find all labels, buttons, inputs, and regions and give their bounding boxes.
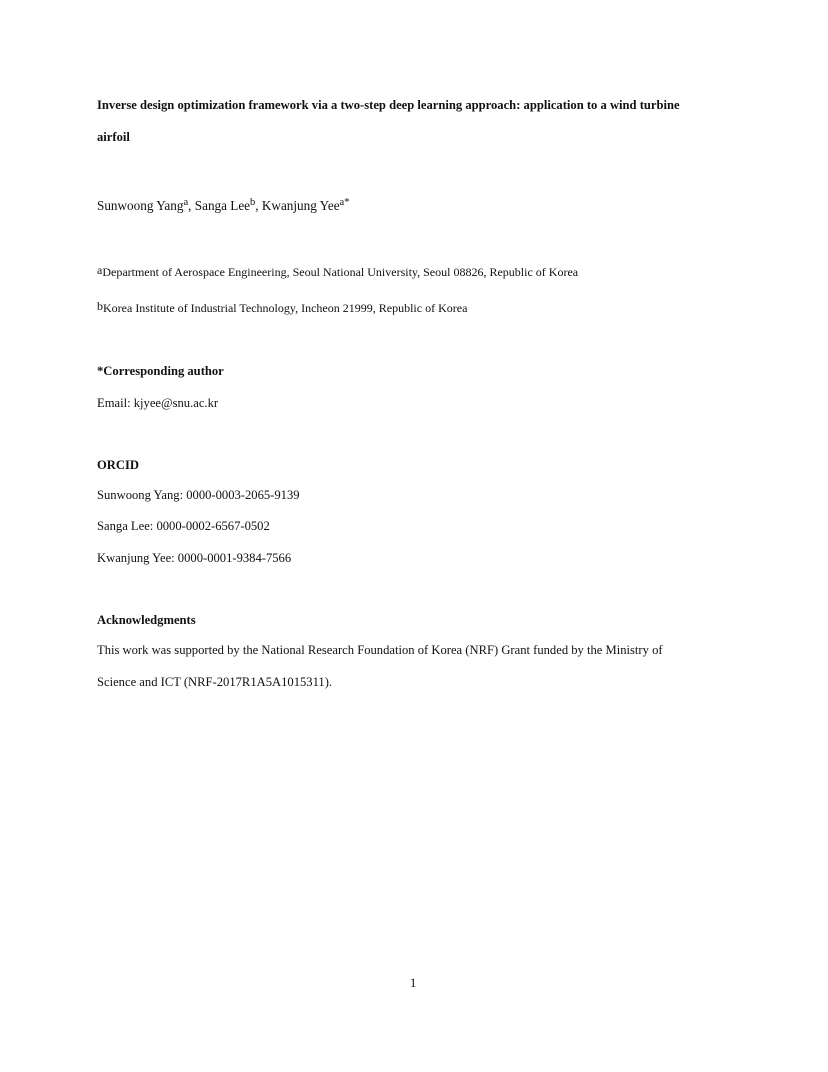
orcid-entry: Kwanjung Yee: 0000-0001-9384-7566 (97, 551, 292, 565)
author-separator: , (188, 198, 195, 213)
acknowledgments-text-line-2: Science and ICT (NRF-2017R1A5A1015311). (97, 675, 333, 689)
affiliation-text: Korea Institute of Industrial Technology, Incheon 21999, Republic of Korea (103, 301, 468, 315)
author-name: Sunwoong Yang (97, 198, 184, 213)
acknowledgments-text-line-1: This work was supported by the National Research Foundation of Korea (NRF) Grant funded by the Ministry of (97, 643, 663, 657)
title-line-1: Inverse design optimization framework via a two-step deep learning approach: application to a wind turbine (97, 98, 680, 112)
affiliation-a (97, 264, 578, 280)
author-affiliation-mark: a* (339, 197, 350, 208)
page-number: 1 (410, 976, 417, 990)
author-list (97, 198, 349, 214)
author-name: Kwanjung Yee (261, 198, 340, 213)
title-line-2: airfoil (97, 130, 130, 144)
acknowledgments-heading: Acknowledgments (97, 613, 196, 627)
affiliation-b (97, 300, 467, 316)
corresponding-author-heading: *Corresponding author (97, 364, 224, 378)
author-affiliation-mark: b (250, 197, 256, 208)
author-affiliation-mark: a (183, 197, 189, 208)
corresponding-author-email: Email: kjyee@snu.ac.kr (97, 396, 219, 410)
author-separator: , (255, 198, 262, 213)
affiliation-mark: b (97, 299, 103, 313)
orcid-entry: Sanga Lee: 0000-0002-6567-0502 (97, 519, 270, 533)
orcid-heading: ORCID (97, 458, 139, 472)
author-name: Sanga Lee (194, 198, 251, 213)
orcid-entry: Sunwoong Yang: 0000-0003-2065-9139 (97, 488, 300, 502)
affiliation-mark: a (97, 263, 103, 277)
affiliation-text: Department of Aerospace Engineering, Seoul National University, Seoul 08826, Republic of Korea (102, 265, 579, 279)
